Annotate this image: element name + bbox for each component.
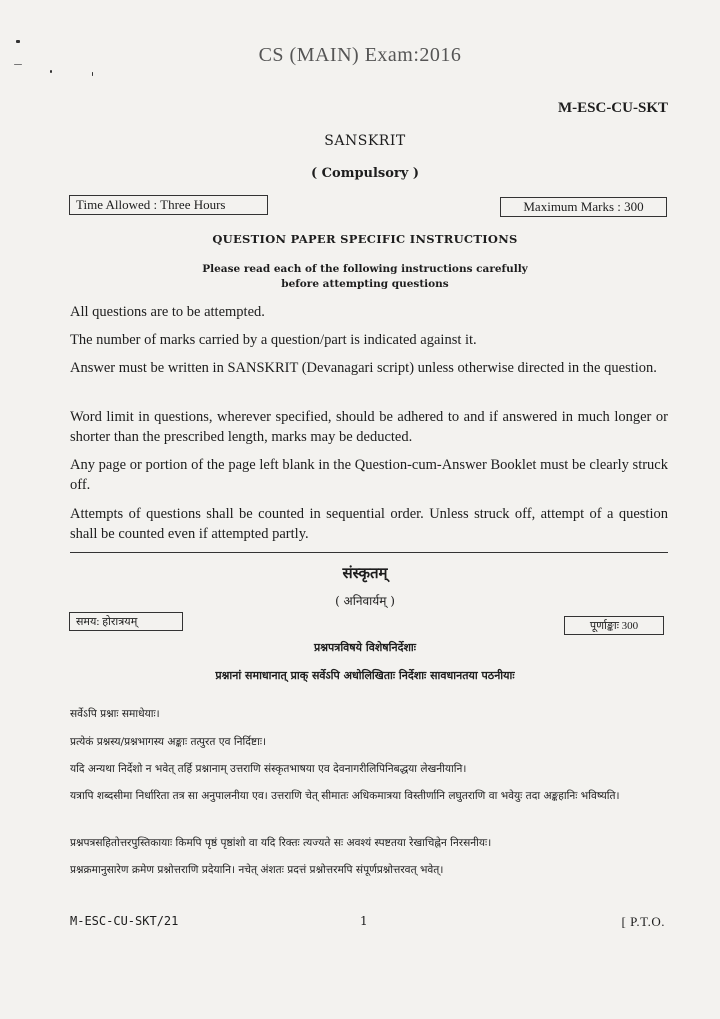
page-number: 1: [360, 914, 368, 928]
sanskrit-time-box: समय: होरात्रयम्: [69, 612, 183, 631]
please-turn-over: [ P.T.O.: [621, 914, 665, 929]
sanskrit-instruction-2: प्रत्येकं प्रश्नस्य/प्रश्नभागस्य अङ्काः तत्पुरत एव निर्दिष्टाः।: [70, 736, 266, 748]
instruction-4: Word limit in questions, wherever specified, should be adhered to and if answered in much longer or shorter than the prescribed length, marks may be deducted.: [70, 409, 668, 445]
instruction-1: All questions are to be attempted.: [70, 304, 265, 320]
time-allowed-box: Time Allowed : Three Hours: [69, 195, 268, 215]
sanskrit-instruction-6: प्रश्नक्रमानुसारेण क्रमेण प्रश्नोत्तराणि प्रदेयानि। नचेत् अंशतः प्रदत्तं प्रश्नोत्तरमपि संपूर्णप्रश्नोत्तरवत् भवेत्।: [70, 864, 444, 876]
sanskrit-instruction-1: सर्वेऽपि प्रश्नाः समाधेयाः।: [70, 708, 160, 720]
instruction-2: The number of marks carried by a question/part is indicated against it.: [70, 332, 477, 348]
scan-speck: [50, 70, 52, 73]
sanskrit-subject-title: संस्कृतम्: [342, 564, 388, 582]
please-read-line-2: before attempting questions: [281, 278, 449, 290]
footer-paper-code: M-ESC-CU-SKT/21: [70, 914, 179, 928]
paper-code: M-ESC-CU-SKT: [557, 100, 668, 116]
subject-title: SANSKRIT: [324, 133, 406, 149]
instruction-3: Answer must be written in SANSKRIT (Devanagari script) unless otherwise directed in the question.: [70, 360, 657, 376]
sanskrit-compulsory-label: ( अनिवार्यम् ): [335, 594, 395, 608]
scan-speck: [92, 72, 93, 76]
sanskrit-instruction-5: प्रश्नपत्रसहितोत्तरपुस्तिकायाः किमपि पृष्ठं पृष्ठांशो वा यदि रिक्तः त्यज्यते सः अवश्यं स्पष्टतया रेखाचिह्नेन निरसनीयः।: [70, 837, 492, 849]
scan-speck: [16, 40, 20, 43]
instruction-5: Any page or portion of the page left blank in the Question-cum-Answer Booklet must be clearly struck off.: [70, 457, 668, 493]
instructions-heading: QUESTION PAPER SPECIFIC INSTRUCTIONS: [212, 232, 518, 246]
sanskrit-marks-box: पूर्णाङ्काः 300: [564, 616, 664, 635]
maximum-marks-box: Maximum Marks : 300: [500, 197, 667, 217]
please-read-note: [0, 262, 720, 292]
sanskrit-instruction-4: यत्रापि शब्दसीमा निर्धारिता तत्र सा अनुपालनीया एव। उत्तराणि चेत् सीमातः अधिकमात्रया विस्तीर्णानि लघुतराणि वा भवेयुः तदा अङ्कहानिः भविष्यति।: [70, 790, 620, 802]
sanskrit-please-read-note: प्रश्नानां समाधानात् प्राक् सर्वेऽपि अधोलिखिताः निर्देशाः सावधानतया पठनीयाः: [215, 669, 515, 682]
exam-title: CS (MAIN) Exam:2016: [258, 44, 462, 66]
instruction-6: Attempts of questions shall be counted in sequential order. Unless struck off, attempt of a question shall be counted even if attempted partly.: [70, 506, 668, 542]
section-divider: [70, 552, 668, 553]
sanskrit-instructions-heading: प्रश्नपत्रविषये विशेषनिर्देशाः: [313, 641, 417, 654]
compulsory-label: ( Compulsory ): [311, 166, 419, 181]
sanskrit-instruction-3: यदि अन्यथा निर्देशो न भवेत् तर्हि प्रश्नानाम् उत्तराणि संस्कृतभाषया एव देवनागरीलिपिनिबद्धया लेखनीयानि।: [70, 763, 467, 775]
please-read-line-1: Please read each of the following instructions carefully: [202, 263, 528, 275]
